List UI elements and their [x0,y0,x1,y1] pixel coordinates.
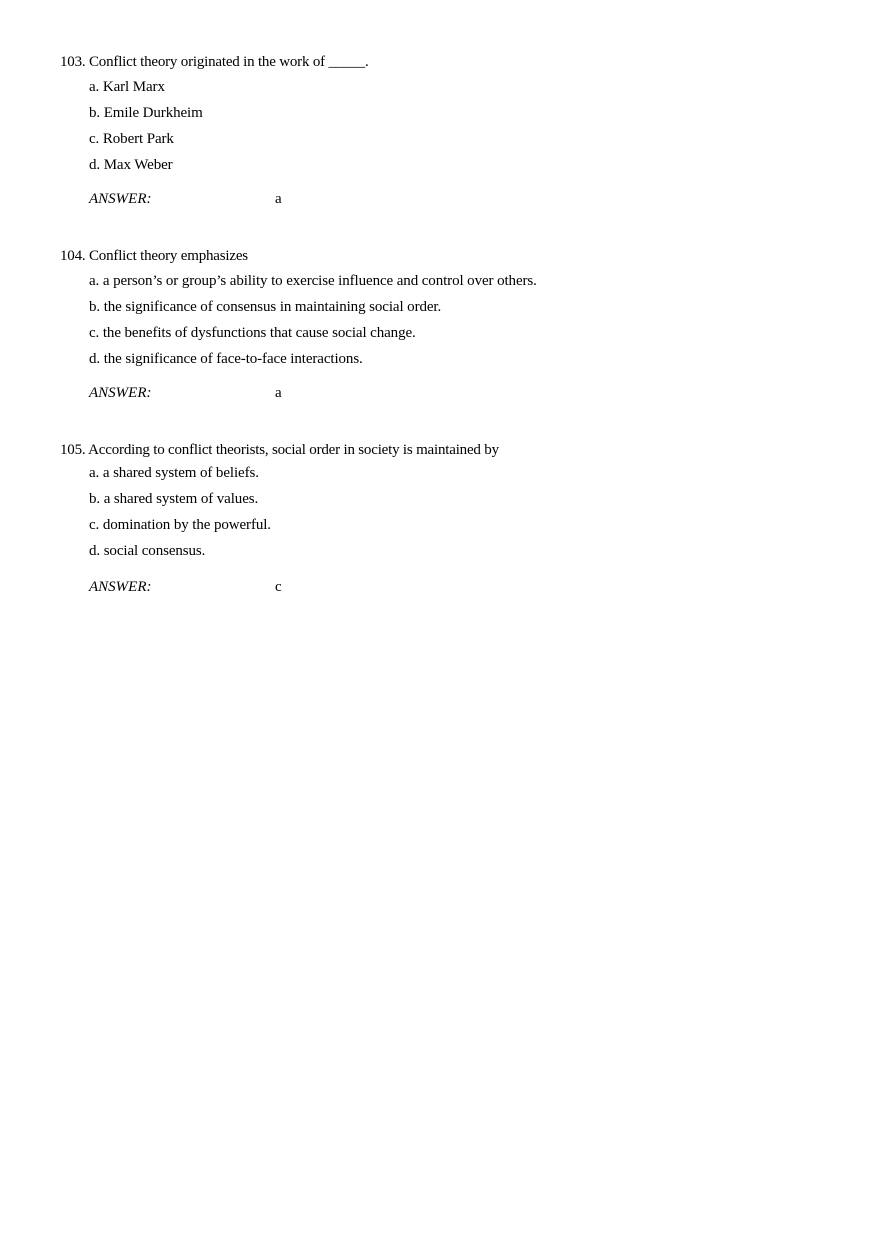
answer-label: ANSWER: [89,579,152,595]
answer-label: ANSWER: [89,191,152,207]
question-stem: 105. According to conflict theorists, social order in society is maintained by [60,442,499,458]
option-c: c. the benefits of dysfunctions that cause social change. [89,325,416,341]
question-stem: 104. Conflict theory emphasizes [60,248,248,264]
question-stem: 103. Conflict theory originated in the work of _____. [60,54,369,70]
option-c: c. Robert Park [89,131,174,147]
answer-value: c [275,579,282,595]
option-b: b. the significance of consensus in maintaining social order. [89,299,442,315]
answer-label: ANSWER: [89,385,152,401]
option-a: a. a person’s or group’s ability to exercise influence and control over others. [89,273,537,289]
option-a: a. Karl Marx [89,79,165,95]
option-d: d. the significance of face-to-face interactions. [89,351,363,367]
answer-value: a [275,385,282,401]
option-b: b. a shared system of values. [89,491,259,507]
option-c: c. domination by the powerful. [89,517,271,533]
option-d: d. Max Weber [89,157,173,173]
option-a: a. a shared system of beliefs. [89,465,259,481]
option-b: b. Emile Durkheim [89,105,203,121]
option-d: d. social consensus. [89,543,206,559]
answer-value: a [275,191,282,207]
